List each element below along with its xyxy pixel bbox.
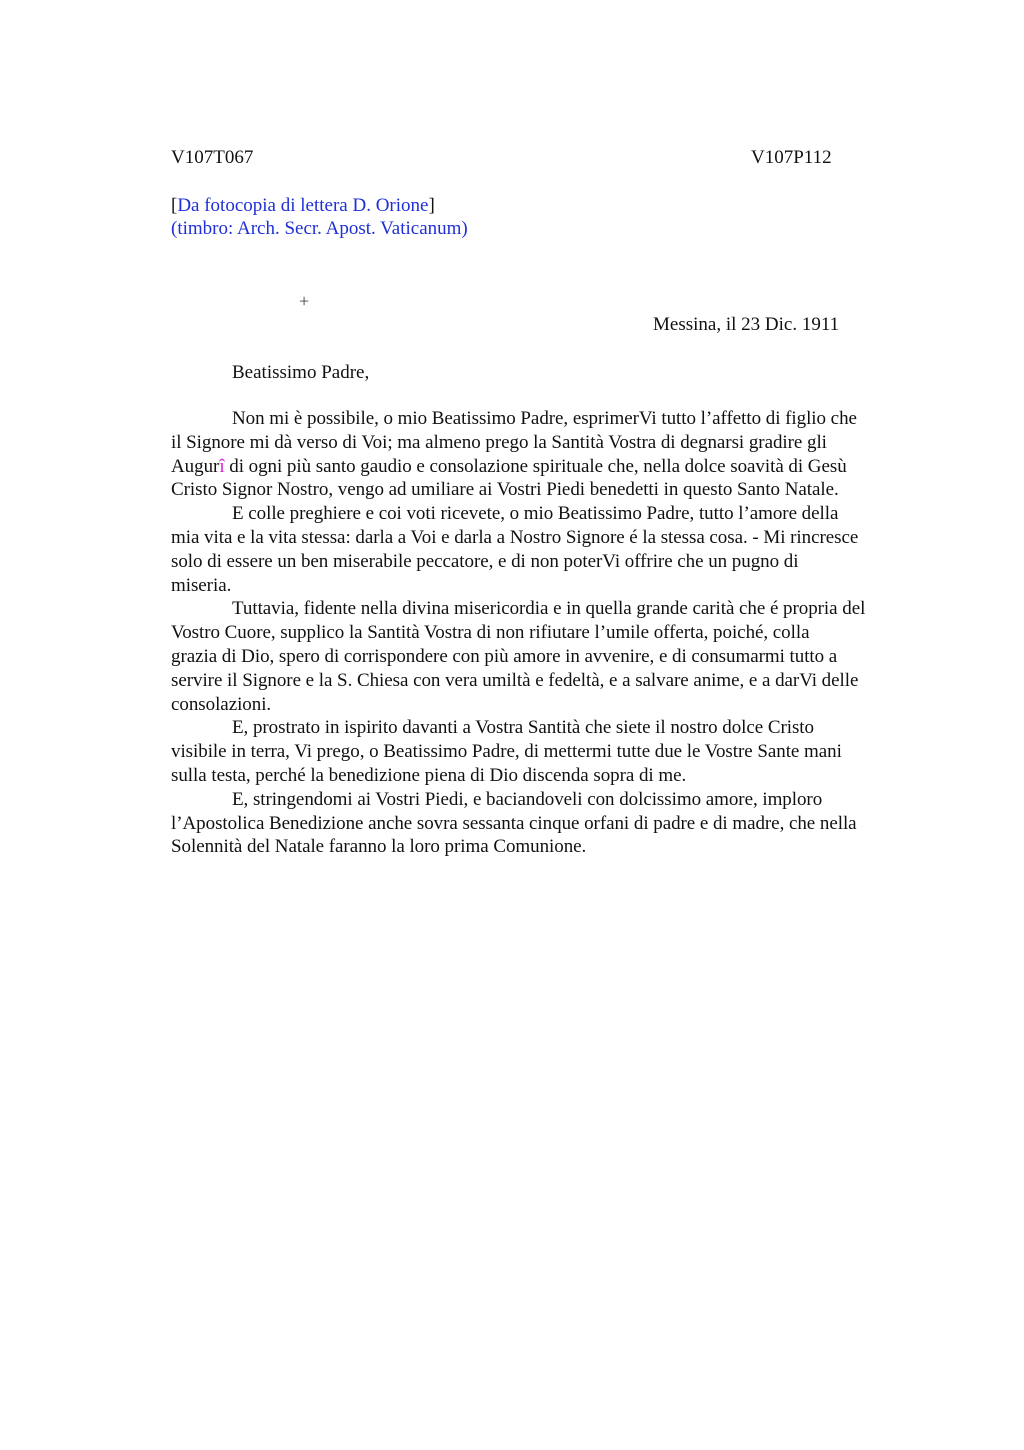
- paragraph-3-line-1: Tuttavia, fidente nella divina misericordia e in quella grande carità che é propria del: [232, 598, 866, 620]
- paragraph-5-line-1: E, stringendomi ai Vostri Piedi, e baciandoveli con dolcissimo amore, imploro: [232, 788, 823, 810]
- paragraph-3-line-3: grazia di Dio, spero di corrispondere con più amore in avvenire, e di consumarmi tutto a: [171, 645, 838, 667]
- paragraph-2-line-2: mia vita e la vita stessa: darla a Voi e darla a Nostro Signore é la stessa cosa. - Mi rincresce: [171, 526, 859, 548]
- paragraph-1-line-3: [171, 455, 931, 479]
- source-note-open-bracket: [: [171, 195, 178, 216]
- paragraph-3-line-2: Vostro Cuore, supplico la Santità Vostra di non rifiutare l’umile offerta, poiché, colla: [171, 622, 810, 644]
- paragraph-3-line-4: servire il Signore e la S. Chiesa con vera umiltà e fedeltà, e a salvare anime, e a darVi delle: [171, 669, 859, 691]
- place-date: Messina, il 23 Dic. 1911: [653, 314, 840, 335]
- paragraph-5-line-2: l’Apostolica Benedizione anche sovra sessanta cinque orfani di padre e di madre, che nella: [171, 812, 857, 834]
- paragraph-1-line-3-end: di ogni più santo gaudio e consolazione spirituale che, nella dolce soavità di Gesù: [224, 455, 847, 477]
- paragraph-2-line-4: miseria.: [171, 574, 232, 596]
- letter-body: [171, 407, 931, 859]
- paragraph-1-line-3-start: Augur: [171, 455, 220, 477]
- paragraph-1-line-1: Non mi è possibile, o mio Beatissimo Padre, esprimerVi tutto l’affetto di figlio che: [232, 408, 857, 429]
- paragraph-1-line-4: Cristo Signor Nostro, vengo ad umiliare ai Vostri Piedi benedetti in questo Santo Natale.: [171, 479, 839, 501]
- source-note: [171, 194, 435, 218]
- document-code-right: V107P112: [751, 147, 832, 168]
- paragraph-4-line-2: visibile in terra, Vi prego, o Beatissimo Padre, di mettermi tutte due le Vostre Sante mani: [171, 741, 842, 763]
- source-note-text: Da fotocopia di lettera D. Orione: [177, 195, 429, 216]
- document-code-left: V107T067: [171, 147, 254, 168]
- paragraph-5-line-3: Solennità del Natale faranno la loro prima Comunione.: [171, 836, 587, 858]
- cross-mark: +: [299, 291, 310, 311]
- paragraph-4-line-3: sulla testa, perché la benedizione piena di Dio discenda sopra di me.: [171, 764, 687, 786]
- paragraph-4-line-1: E, prostrato in ispirito davanti a Vostra Santità che siete il nostro dolce Cristo: [232, 717, 814, 739]
- source-note-close-bracket: ]: [428, 195, 435, 216]
- paragraph-2-line-3: solo di essere un ben miserabile peccatore, e di non poterVi offrire che un pugno di: [171, 550, 799, 572]
- paragraph-1-line-2: il Signore mi dà verso di Voi; ma almeno prego la Santità Vostra di degnarsi gradire gli: [171, 431, 827, 453]
- salutation: Beatissimo Padre,: [232, 362, 370, 383]
- correction-mark: î: [219, 455, 225, 477]
- paragraph-2-line-1: E colle preghiere e coi voti ricevete, o mio Beatissimo Padre, tutto l’amore della: [232, 503, 839, 525]
- stamp-note: (timbro: Arch. Secr. Apost. Vaticanum): [171, 218, 468, 239]
- paragraph-3-line-5: consolazioni.: [171, 693, 272, 715]
